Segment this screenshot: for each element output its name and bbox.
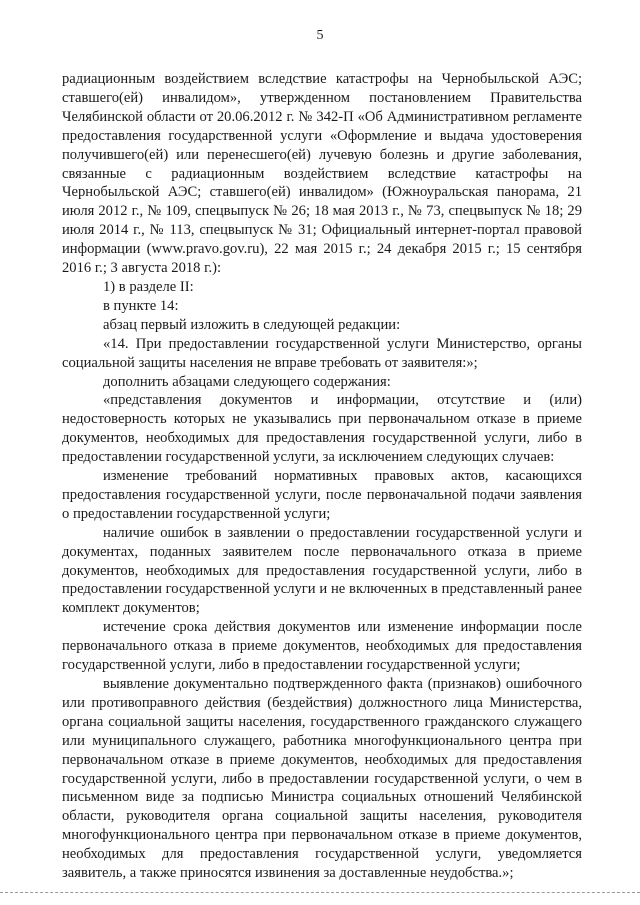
paragraph-erroneous-action: выявление документально подтвержденного факта (признаков) ошибочного или противоправного действия (бездействия) должностного лица Министерства, органа социальной защиты населения, государственного гражданского служащего или муниципального служащего, работника многофункционального центра при первоначальном отказе в приеме документов, необходимых для предоставления государственной услуги, либо в предоставлении государственной услуги, о чем в письменном виде за подписью Министра социальных отношений Челябинской области, руководителя органа социальной защиты населения, руководителя многофункционального центра при первоначальном отказе в приеме документов, необходимых для предоставления государственной услуги, уведомляется заявитель, а также приносятся извинения за доставленные неудобства.»; (62, 676, 582, 882)
paragraph-documents-representation: «представления документов и информации, отсутствие и (или) недостоверность которых не указывались при первоначальном отказе в приеме документов, необходимых для предоставления государственной услуги, либо в предоставлении государственной услуги, за исключением следующих случаев: (62, 392, 582, 466)
document-body (62, 70, 582, 883)
paragraph-documents-expiry: истечение срока действия документов или изменение информации после первоначального отказа в приеме документов, необходимых для предоставления государственной услуги, либо в предоставлении государственной услуги; (62, 619, 582, 674)
page-number: 5 (316, 28, 324, 43)
paragraph-errors-in-application: наличие ошибок в заявлении о предоставлении государственной услуги и документах, поданных заявителем после первоначального отказа в приеме документов, необходимых для предоставления государственной услуги, либо в предоставлении государственной услуги и не включенных в представленный ранее комплект документов; (62, 524, 582, 617)
bottom-scan-edge (0, 892, 640, 893)
paragraph-first-abzac-instruction: абзац первый изложить в следующей редакции: (103, 316, 401, 333)
paragraph-requirements-change: изменение требований нормативных правовых актов, касающихся предоставления государственной услуги, после первоначальной подачи заявления о предоставлении государственной услуги; (62, 468, 582, 522)
paragraph-clause-14-new-text: «14. При предоставлении государственной услуги Министерство, органы социальной защиты населения не вправе требовать от заявителя:»; (62, 335, 582, 371)
paragraph-clause-14: в пункте 14: (103, 297, 179, 314)
paragraph-item-1-section-2: 1) в разделе II: (103, 278, 194, 295)
paragraph-add-abzacs-instruction: дополнить абзацами следующего содержания: (103, 373, 391, 390)
paragraph-continuation: радиационным воздействием вследствие катастрофы на Чернобыльской АЭС; ставшего(ей) инвалидом», утвержденном постановлением Правительства Челябинской области от 20.06.2012 г. № 342-П «Об Административном регламенте предоставления государственной услуги «Оформление и выдача удостоверения получившего(ей) или перенесшего(ей) лучевую болезнь и другие заболевания, связанные с радиационным воздействием вследствие катастрофы на Чернобыльской АЭС; ставшего(ей) инвалидом» (Южноуральская панорама, 21 июля 2012 г., № 109, спецвыпуск № 26; 18 мая 2013 г., № 73, спецвыпуск № 18; 29 июля 2014 г., № 113, спецвыпуск № 31; Официальный интернет-портал правовой информации (www.pravo.gov.ru), 22 мая 2015 г.; 24 декабря 2015 г.; 15 сентября 2016 г.; 3 августа 2018 г.): (62, 71, 582, 277)
